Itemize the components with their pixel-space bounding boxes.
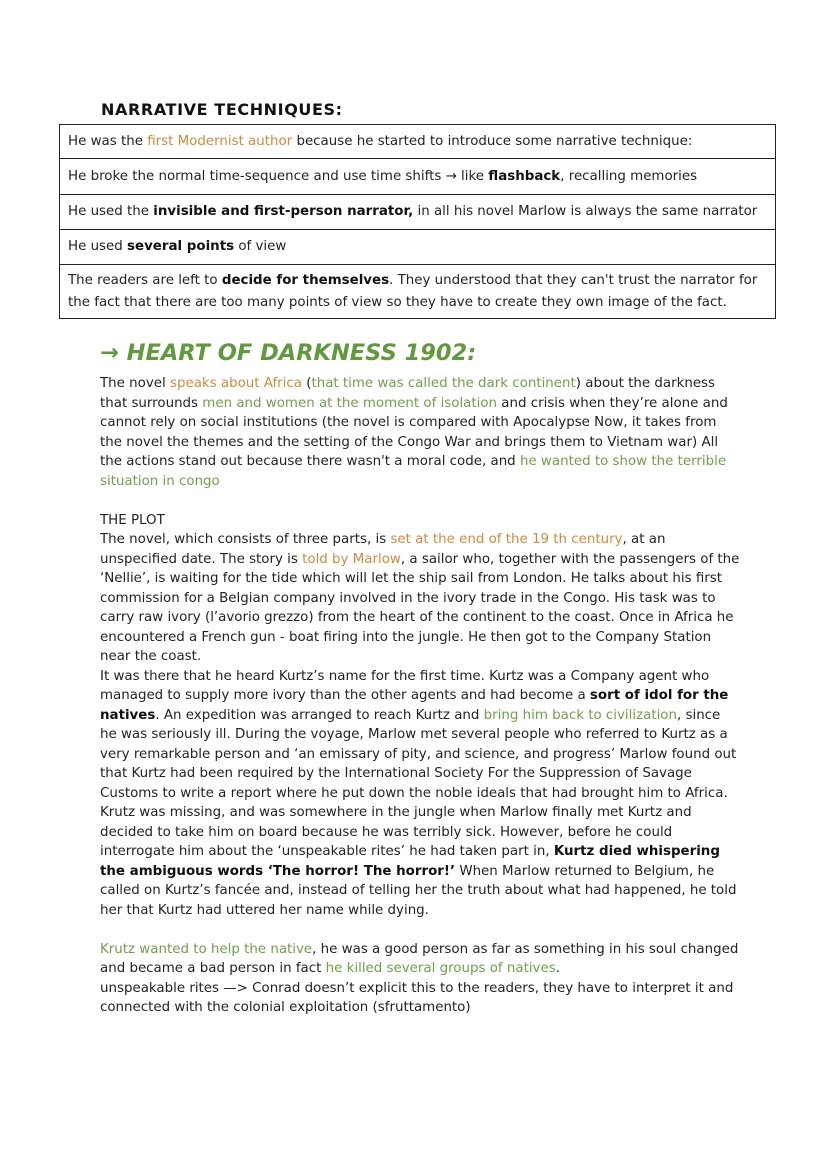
table-row — [60, 265, 776, 319]
table-cell: He was the first Modernist author because he started to introduce some narrative technique: — [60, 125, 776, 159]
unspeakable-rites-note: unspeakable rites —> Conrad doesn’t explicit this to the readers, they have to interpret it and connected with the colonial exploitation (sfruttamento) — [100, 980, 734, 1015]
heart-of-darkness-heading: → HEART OF DARKNESS 1902: — [100, 340, 477, 366]
table-cell: He used several points of view — [60, 230, 776, 265]
table-row — [60, 195, 776, 230]
table-row — [60, 230, 776, 265]
intro-paragraph: The novel speaks about Africa (that time was called the dark continent) about the darkness that surrounds men and women at the moment of isolation and crisis when they’re alone and cannot rely on social institutions (the novel is compared with Apocalypse Now, it takes from the novel the themes and the setting of the Congo War and brings them to Vietnam war) All the actions stand out because there wasn't a moral code, and he wanted to show the terrible situation in congo — [100, 376, 728, 489]
table-cell: He used the invisible and first-person narrator, in all his novel Marlow is always the same narrator — [60, 195, 776, 230]
table-cell: He broke the normal time-sequence and use time shifts → like flashback, recalling memories — [60, 159, 776, 195]
table-row — [60, 125, 776, 159]
table-cell: The readers are left to decide for themselves. They understood that they can't trust the narrator for the fact that there are too many points of view so they have to create they own image of the fact. — [60, 265, 776, 319]
plot-paragraph-1: The novel, which consists of three parts, is set at the end of the 19 th century, at an unspecified date. The story is told by Marlow, a sailor who, together with the passengers of the ‘Nellie’, is waiting for the tide which will let the ship sail from London. He talks about his first commission for a Belgian company involved in the ivory trade in the Congo. His task was to carry raw ivory (l’avorio grezzo) from the heart of the continent to the coast. Once in Africa he encountered a French gun - boat firing into the jungle. He then got to the Company Station near the coast. — [100, 532, 740, 664]
plot-paragraph-2: It was there that he heard Kurtz’s name for the first time. Kurtz was a Company agent who managed to supply more ivory than the other agents and had become a sort of idol for the natives. An expedition was arranged to reach Kurtz and bring him back to civilization, since he was seriously ill. During the voyage, Marlow met several people who referred to Kurtz as a very remarkable person and ‘an emissary of pity, and science, and progress’ Marlow found out that Kurtz had been required by the International Society For the Suppression of Savage Customs to write a report where he put down the noble ideals that had brought him to Africa. — [100, 668, 737, 801]
table-row — [60, 159, 776, 195]
narrative-techniques-table — [59, 124, 776, 319]
kurtz-paragraph: Krutz wanted to help the native, he was a good person as far as something in his soul changed and became a bad person in fact he killed several groups of natives. — [100, 941, 739, 976]
plot-paragraph-3: Krutz was missing, and was somewhere in the jungle when Marlow finally met Kurtz and decided to take him on board because he was terribly sick. However, before he could interrogate him about the ‘unspeakable rites’ he had taken part in, Kurtz died whispering the ambiguous words ‘The horror! The horror!’ When Marlow returned to Belgium, he called on Kurtz’s fancée and, instead of telling her the truth about what had happened, he told her that Kurtz had uttered her name while dying. — [100, 805, 737, 918]
paragraph-spacer — [100, 920, 740, 940]
paragraph-spacer — [100, 491, 740, 511]
narrative-techniques-heading: NARRATIVE TECHNIQUES: — [101, 100, 343, 119]
heart-of-darkness-body — [100, 374, 740, 1018]
plot-title: THE PLOT — [100, 512, 165, 528]
